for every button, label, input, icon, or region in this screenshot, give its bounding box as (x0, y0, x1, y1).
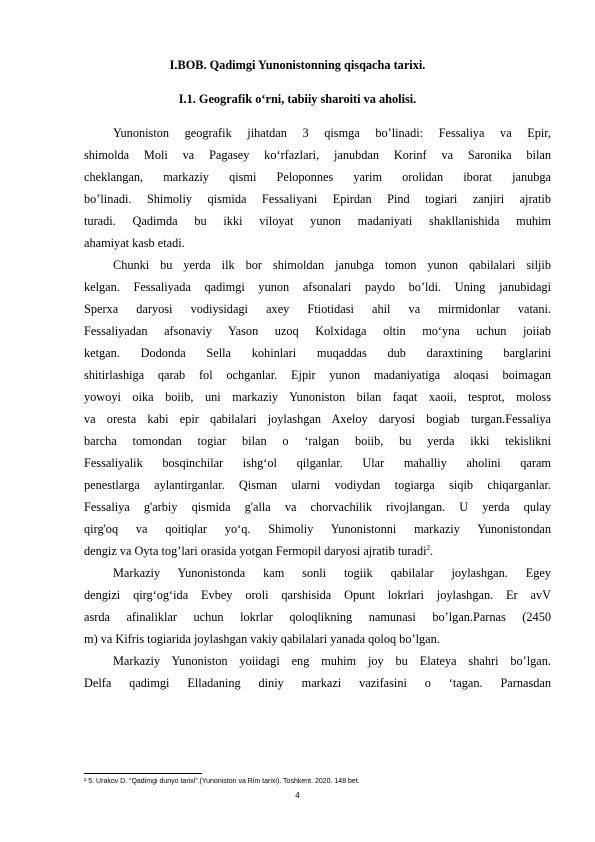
body-line: ketgan. Dodonda Sella kohinlari muqaddas dub daraxtining barglarini (84, 346, 551, 360)
footnote-reference: 2 (426, 543, 431, 552)
body-line: qirg'oq va qoitiqlar yo‘q. Shimoliy Yunonistonni markaziy Yunonistondan (84, 522, 551, 536)
body-line: turadi. Qadimda bu ikki viloyat yunon madaniyati shakllanishida muhim (84, 214, 551, 228)
footnote-reference-suffix: . (430, 544, 434, 558)
body-line: ahamiyat kasb etadi. (84, 236, 185, 250)
footnote: ² 5. Urakov D. “Qadimgi dunyo tarixi”.(Yunoniston va Rim tarixi). Toshkent. 2020. 148 bet. (84, 778, 360, 785)
footnote-separator (84, 773, 202, 774)
body-line: Fessaliyalik bosqinchilar ishg‘ol qilganlar. Ular mahalliy aholini qaram (84, 456, 551, 470)
body-line: va oresta kabi epir qabilalari joylashgan Axeloy daryosi bogiab turgan.Fessaliya (84, 412, 551, 426)
body-line: Fessaliyadan afsonaviy Yason uzoq Kolxidaga oltin mo‘yna uchun joiiab (84, 324, 551, 338)
body-line: yowoyi oika boiib, uni markaziy Yunoniston bilan faqat xaoii, tesprot, moloss (84, 390, 551, 404)
body-line: Yunoniston geografik jihatdan 3 qismga bo’linadi: Fessaliya va Epir, (113, 126, 551, 140)
section-heading: I.1. Geografik o‘rni, tabiiy sharoiti va aholisi. (178, 92, 417, 106)
body-line: m) va Kifris togiarida joylashgan vakiy qabilalari yanada qoloq bo’lgan. (84, 632, 440, 646)
body-line: Sperxa daryosi vodiysidagi axey Ftiotidasi ahil va mirmidonlar vatani. (84, 302, 551, 316)
body-line: Markaziy Yunonistonda kam sonli togiik qabilalar joylashgan. Egey (113, 566, 551, 580)
page-number: 4 (295, 791, 300, 800)
body-line-with-footnote (84, 544, 551, 559)
body-line: Markaziy Yunoniston yoiidagi eng muhim joy bu Elateya shahri bo’lgan. (113, 654, 551, 668)
body-line: Delfa qadimgi Elladaning diniy markazi vazifasini o ‘tagan. Parnasdan (84, 676, 551, 690)
body-line-text: dengiz va Oyta tog’lari orasida yotgan Fermopil daryosi ajratib turadi (84, 544, 427, 558)
body-line: cheklangan, markaziy qismi Peloponnes yarim orolidan iborat janubga (84, 170, 551, 184)
body-line: Fessaliya g'arbiy qismida g'alla va chorvachilik rivojlangan. U yerda qulay (84, 500, 551, 514)
body-line: shitirlashiga qarab fol ochganlar. Ejpir yunon madaniyatiga aloqasi boimagan (84, 368, 551, 382)
body-line: dengizi qirg‘og‘ida Evbey oroli qarshisida Opunt lokrlari joylashgan. Er avV (84, 588, 551, 602)
body-line: shimolda Moli va Pagasey ko‘rfazlari, janubdan Korinf va Saronika bilan (84, 148, 551, 162)
chapter-heading: I.BOB. Qadimgi Yunonistonning qisqacha tarixi. (169, 58, 426, 72)
body-line: barcha tomondan togiar bilan o ‘ralgan boiib, bu yerda ikki tekislikni (84, 434, 551, 448)
body-line: kelgan. Fessaliyada qadimgi yunon afsonalari paydo bo’ldi. Uning janubidagi (84, 280, 551, 294)
body-line: penestlarga aylantirganlar. Qisman ularni vodiydan togiarga siqib chiqarganlar. (84, 478, 551, 492)
body-line: Chunki bu yerda ilk bor shimoldan janubga tomon yunon qabilalari siljib (113, 258, 551, 272)
body-line: bo’linadi. Shimoliy qismida Fessaliyani Epirdan Pind togiari zanjiri ajratib (84, 192, 551, 206)
body-line: asrda afinaliklar uchun lokrlar qoloqlikning namunasi bo’lgan.Parnas (2450 (84, 610, 551, 624)
